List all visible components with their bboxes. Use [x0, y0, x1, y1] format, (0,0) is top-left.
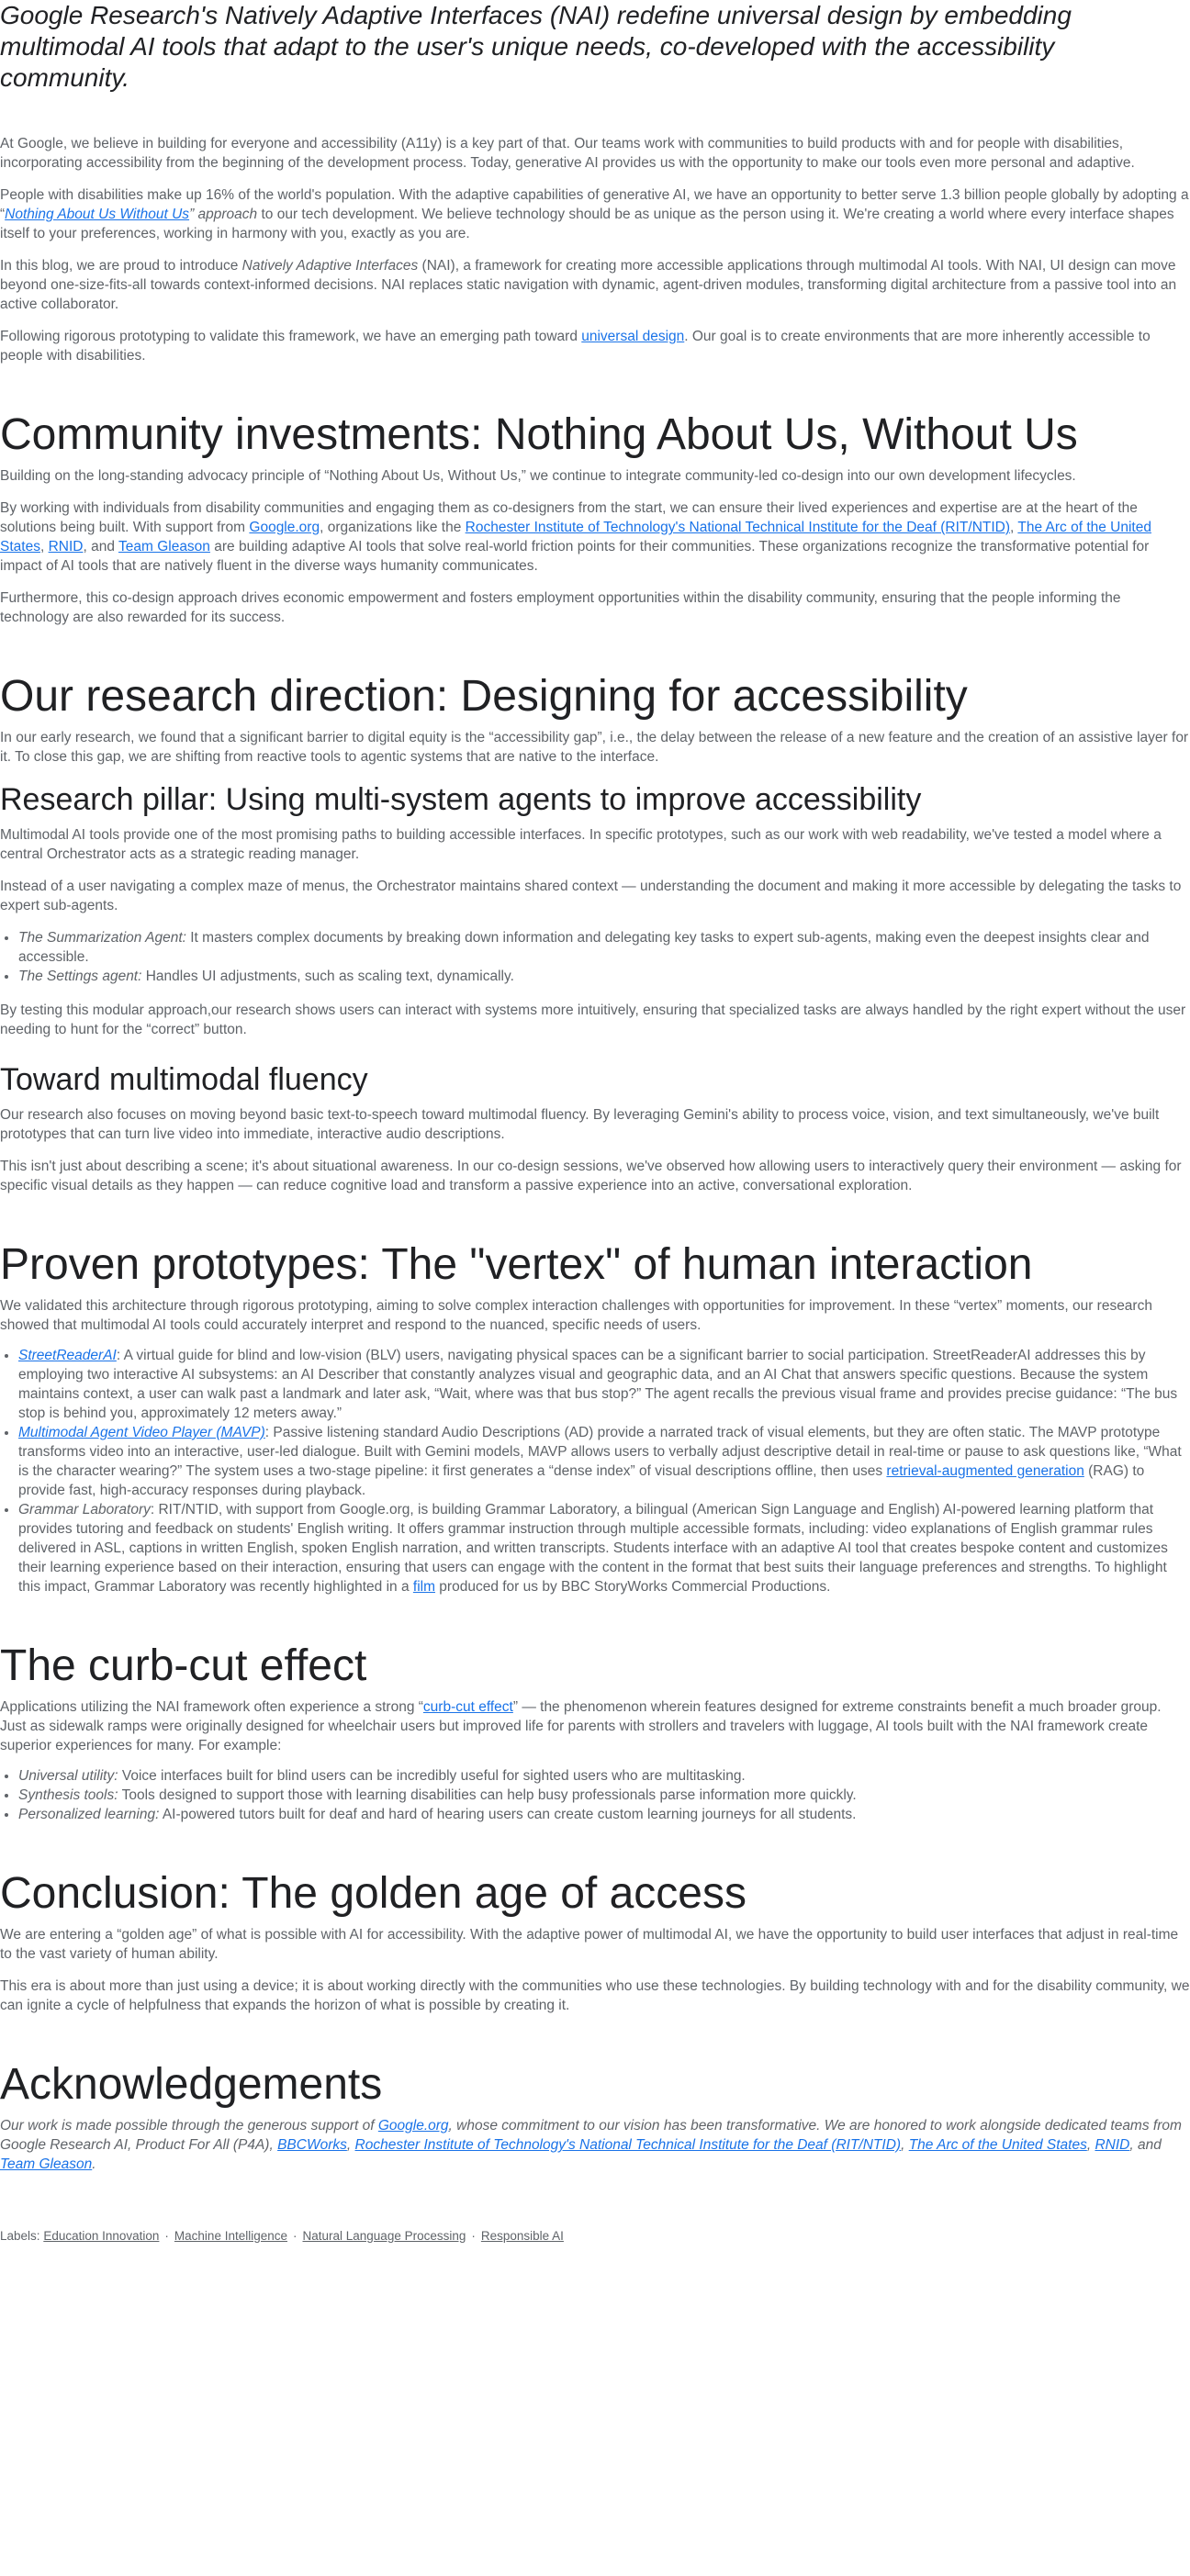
curbcut-list — [0, 1766, 1190, 1824]
label-responsible-ai[interactable]: Responsible AI — [480, 2229, 564, 2243]
research-paragraph: In our early research, we found that a significant barrier to digital equity is the “accessibility gap”, i.e., the delay between the release of a new feature and the creation of an assistive layer for it. To close this gap, we are shifting from reactive tools to agentic systems that are native to the interface. — [0, 730, 1189, 765]
rnid-link[interactable]: RNID — [48, 539, 84, 554]
label-machine-intelligence[interactable]: Machine Intelligence — [174, 2229, 287, 2243]
pillar-paragraph: Multimodal AI tools provide one of the most promising paths to building accessible interfaces. In specific prototypes, such as our work with web readability, we've tested a model where a central Orchestrator acts as a strategic reading manager. — [0, 827, 1162, 862]
ack-team-gleason-link[interactable]: Team Gleason — [0, 2156, 93, 2172]
intro-paragraph: In this blog, we are proud to introduce Natively Adaptive Interfaces (NAI), a framework for creating more accessible applications through multimodal AI tools. With NAI, UI design can move beyond one-size-fits-all towards context-informed decisions. NAI replaces static navigation with dynamic, agent-driven modules, transforming digital architecture from a passive tool into an active collaborator. — [0, 258, 1177, 312]
conclusion-paragraph: This era is about more than just using a device; it is about working directly with the communities who use these technologies. By building technology with and for the disability community, we can ignite a cycle of helpfulness that expands the horizon of what is possible by creating it. — [0, 1978, 1190, 2013]
streetreaderai-link[interactable]: StreetReaderAI — [18, 1348, 117, 1363]
acknowledgements-paragraph: Our work is made possible through the generous support of Google.org, whose commitment to our vision has been transformative. We are honored to work alongside dedicated teams from Google Research AI, Product For All (P4A), BBCWorks, Rochester Institute of Technology's National Technical Institute for the Deaf (RIT/NTID), The Arc of the United States, RNID, and Team Gleason. — [0, 2118, 1182, 2172]
pillar-heading: Research pillar: Using multi-system agents to improve accessibility — [0, 782, 922, 817]
rit-ntid-link[interactable]: Rochester Institute of Technology's National Technical Institute for the Deaf (RIT/NTID) — [465, 520, 1011, 535]
intro-title: Google Research's Natively Adaptive Interfaces (NAI) redefine universal design by embedding multimodal AI tools that adapt to the user's unique needs, co-developed with the accessibility community. — [0, 1, 1072, 92]
fluency-paragraph: Our research also focuses on moving beyond basic text-to-speech toward multimodal fluency. By leveraging Gemini's ability to process voice, vision, and text simultaneously, we've built prototypes that can turn live video into immediate, interactive audio descriptions. — [0, 1107, 1160, 1142]
google-org-link[interactable]: Google.org — [249, 520, 320, 535]
fluency-heading: Toward multimodal fluency — [0, 1062, 368, 1097]
pillar-paragraph: By testing this modular approach,our research shows users can interact with systems more intuitively, ensuring that specialized tasks are always handled by the right expert without the user needing to hunt for the “correct” button. — [0, 1002, 1186, 1037]
research-heading: Our research direction: Designing for accessibility — [0, 672, 968, 721]
intro-paragraph: At Google, we believe in building for everyone and accessibility (A11y) is a key part of that. Our teams work with communities to build products with and for people with disabilities, incorporating accessibility from the beginning of the development process. Today, generative AI provides us with the opportunity to make our tools even more personal and adaptive. — [0, 136, 1135, 171]
mavp-link[interactable]: Multimodal Agent Video Player (MAVP) — [18, 1425, 265, 1440]
community-heading: Community investments: Nothing About Us, Without Us — [0, 410, 1078, 459]
conclusion-paragraph: We are entering a “golden age” of what is possible with AI for accessibility. With the adaptive power of multimodal AI, we have the opportunity to build user interfaces that adjust in real-time to the vast variety of human ability. — [0, 1927, 1179, 1962]
nothing-about-us-link[interactable]: Nothing About Us Without Us — [5, 207, 190, 222]
rag-link[interactable]: retrieval-augmented generation — [886, 1463, 1084, 1479]
label-natural-language-processing[interactable]: Natural Language Processing — [302, 2229, 466, 2243]
curb-cut-effect-link[interactable]: curb-cut effect — [422, 1699, 513, 1715]
list-item: • Grammar Laboratory: RIT/NTID, with support from Google.org, is building Grammar Laboratory, a bilingual (American Sign Language and English) AI-powered learning platform that provides tutoring and feedback on students' English writing. It offers grammar instruction through multiple accessible formats, including: video explanations of English grammar rules delivered in ASL, captions in written English, spoken English narration, and written transcripts. Students interface with an adaptive AI tool that creates bespoke content and customizes their learning experience based on their interaction, ensuring that users can engage with the content in the format that best suits their language preferences and strengths. To highlight this impact, Grammar Laboratory was recently highlighted in a film produced for us by BBC StoryWorks Commercial Productions. — [18, 1500, 1190, 1596]
labels-prefix: Labels: — [0, 2229, 40, 2243]
list-item: • The Summarization Agent: It masters complex documents by breaking down information and delegating key tasks to expert sub-agents, making even the deepest insights clear and accessible. — [18, 928, 1190, 967]
prototypes-heading: Proven prototypes: The "vertex" of human interaction — [0, 1240, 1033, 1289]
prototype-list — [0, 1346, 1190, 1596]
community-paragraph: By working with individuals from disability communities and engaging them as co-designers from the start, we can ensure their lived experiences and expertise are at the heart of the solutions being built. With support from Google.org, organizations like the Rochester Institute of Technology's National Technical Institute for the Deaf (RIT/NTID), The Arc of the United States, RNID, and Team Gleason are building adaptive AI tools that solve real-world friction points for their communities. These organizations recognize the transformative potential for impact of AI tools that are natively fluent in the diverse ways humanity communicates. — [0, 500, 1151, 574]
bbcworks-link[interactable]: BBCWorks — [277, 2137, 347, 2153]
label-separator: · — [164, 2229, 169, 2243]
ack-arc-link[interactable]: The Arc of the United States — [908, 2137, 1087, 2153]
label-education-innovation[interactable]: Education Innovation — [43, 2229, 160, 2243]
label-separator: · — [293, 2229, 298, 2243]
prototypes-paragraph: We validated this architecture through rigorous prototyping, aiming to solve complex interaction challenges with opportunities for improvement. In these “vertex” moments, our research showed that multimodal AI tools could accurately interpret and respond to the nuanced, specific needs of users. — [0, 1298, 1152, 1333]
labels-bar — [0, 2229, 1190, 2243]
film-link[interactable]: film — [412, 1579, 435, 1595]
agent-list — [0, 928, 1190, 986]
list-item: • Synthesis tools: Tools designed to support those with learning disabilities can help busy professionals parse information more quickly. — [18, 1786, 1190, 1805]
curbcut-heading: The curb-cut effect — [0, 1641, 367, 1690]
fluency-paragraph: This isn't just about describing a scene; it's about situational awareness. In our co-design sessions, we've observed how allowing users to interactively query their environment — asking for specific visual details as they happen — can reduce cognitive load and transform a passive experience into an active, conversational exploration. — [0, 1159, 1182, 1193]
universal-design-link[interactable]: universal design — [581, 329, 685, 344]
ack-rnid-link[interactable]: RNID — [1095, 2137, 1130, 2153]
list-item: • StreetReaderAI: A virtual guide for blind and low-vision (BLV) users, navigating physical spaces can be a significant barrier to social participation. StreetReaderAI addresses this by employing two interactive AI subsystems: an AI Describer that constantly analyzes visual and geographic data, and an AI Chat that answers specific questions. Because the system maintains context, a user can walk past a landmark and later ask, “Wait, where was that bus stop?” The agent recalls the previous visual frame and provides precise guidance: “The bus stop is behind you, approximately 12 meters away.” — [18, 1346, 1190, 1423]
community-paragraph: Furthermore, this co-design approach drives economic empowerment and fosters employment opportunities within the disability community, ensuring that the people informing the technology are also rewarded for its success. — [0, 590, 1121, 625]
intro-paragraph: Following rigorous prototyping to validate this framework, we have an emerging path toward universal design. Our goal is to create environments that are more inherently accessible to people with disabilities. — [0, 329, 1151, 364]
pillar-paragraph: Instead of a user navigating a complex maze of menus, the Orchestrator maintains shared context — understanding the document and making it more accessible by delegating the tasks to expert sub-agents. — [0, 879, 1182, 913]
label-separator: · — [471, 2229, 476, 2243]
list-item: • Multimodal Agent Video Player (MAVP): Passive listening standard Audio Descriptions (AD) provide a narrated track of visual elements, but they are often static. The MAVP prototype transforms video into an interactive, user-led dialogue. Built with Gemini models, MAVP allows users to verbally adjust descriptive detail in real-time or pause to ask questions like, “What is the character wearing?” The system uses a two-stage pipeline: it first generates a “dense index” of visual descriptions offline, then uses retrieval-augmented generation (RAG) to provide fast, high-accuracy responses during playback. — [18, 1423, 1190, 1500]
list-item: • Personalized learning: AI-powered tutors built for deaf and hard of hearing users can create custom learning journeys for all students. — [18, 1805, 1190, 1824]
list-item: • The Settings agent: Handles UI adjustments, such as scaling text, dynamically. — [18, 967, 1190, 986]
ack-google-org-link[interactable]: Google.org — [377, 2118, 449, 2134]
list-item: • Universal utility: Voice interfaces built for blind users can be incredibly useful for sighted users who are multitasking. — [18, 1766, 1190, 1786]
curbcut-paragraph: Applications utilizing the NAI framework often experience a strong “curb-cut effect” — the phenomenon wherein features designed for extreme constraints benefit a much broader group. Just as sidewalk ramps were originally designed for wheelchair users but improved life for parents with strollers and travelers with luggage, AI tools built with the NAI framework create superior experiences for many. For example: — [0, 1699, 1162, 1753]
intro-paragraph: People with disabilities make up 16% of the world's population. With the adaptive capabilities of generative AI, we have an opportunity to better serve 1.3 billion people globally by adopting a “Nothing About Us Without Us” approach to our tech development. We believe technology should be as unique as the person using it. We're creating a world where every interface shapes itself to your preferences, working in harmony with you, exactly as you are. — [0, 187, 1189, 241]
community-paragraph: Building on the long-standing advocacy principle of “Nothing About Us, Without Us,” we continue to integrate community-led co-design into our own development lifecycles. — [0, 468, 1076, 484]
conclusion-heading: Conclusion: The golden age of access — [0, 1869, 747, 1918]
ack-rit-ntid-link[interactable]: Rochester Institute of Technology's National Technical Institute for the Deaf (RIT/NTID) — [354, 2137, 902, 2153]
acknowledgements-heading: Acknowledgements — [0, 2060, 383, 2109]
team-gleason-link[interactable]: Team Gleason — [118, 539, 210, 554]
arc-link[interactable]: The Arc of the United States — [0, 520, 1151, 554]
